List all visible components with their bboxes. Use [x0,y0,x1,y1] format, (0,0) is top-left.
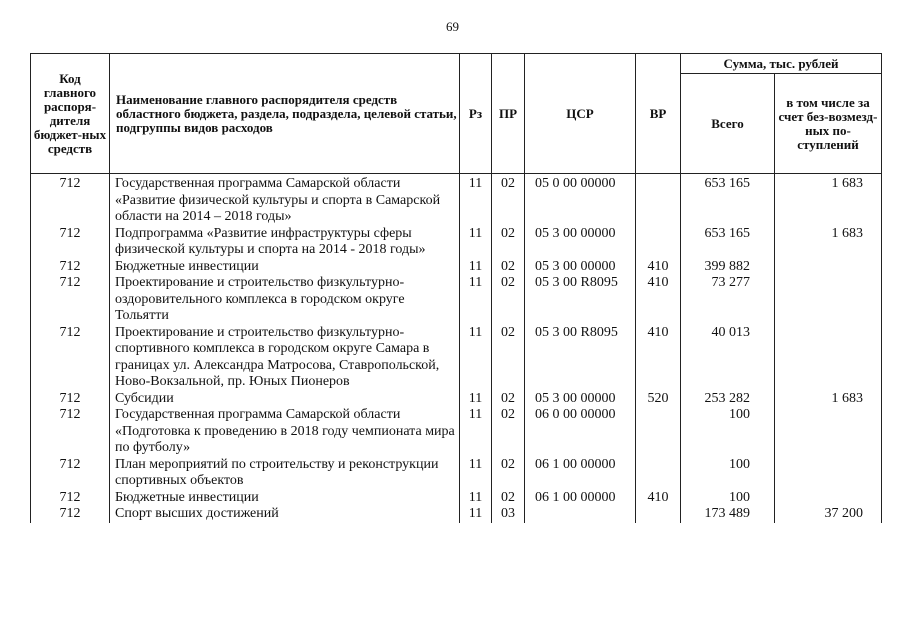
cell-gratis [775,325,882,391]
table-row [31,407,882,457]
cell-rz: 11 [460,259,492,276]
cell-rz: 11 [460,174,492,226]
cell-code: 712 [31,275,110,325]
cell-vr [636,457,681,490]
cell-code: 712 [31,457,110,490]
cell-vr [636,174,681,226]
cell-gratis [775,275,882,325]
cell-total: 399 882 [681,259,775,276]
cell-csr: 05 3 00 00000 [525,259,636,276]
cell-vr: 410 [636,259,681,276]
cell-code: 712 [31,407,110,457]
header-csr: ЦСР [525,54,636,174]
cell-code: 712 [31,174,110,226]
cell-csr: 05 3 00 R8095 [525,325,636,391]
cell-pr: 02 [492,226,525,259]
cell-code: 712 [31,506,110,523]
cell-rz: 11 [460,325,492,391]
cell-total: 100 [681,457,775,490]
cell-name: Бюджетные инвестиции [110,259,460,276]
cell-gratis [775,259,882,276]
cell-rz: 11 [460,226,492,259]
header-total: Всего [681,74,775,174]
cell-total: 653 165 [681,174,775,226]
cell-total: 100 [681,407,775,457]
cell-gratis: 1 683 [775,226,882,259]
cell-code: 712 [31,391,110,408]
header-name: Наименование главного распорядителя средств областного бюджета, раздела, подраздела, целевой статьи, подгруппы видов расходов [110,54,460,174]
cell-total: 173 489 [681,506,775,523]
cell-pr: 02 [492,391,525,408]
cell-code: 712 [31,259,110,276]
cell-rz: 11 [460,275,492,325]
cell-pr: 02 [492,407,525,457]
cell-total: 653 165 [681,226,775,259]
cell-gratis: 1 683 [775,391,882,408]
cell-total: 40 013 [681,325,775,391]
cell-total: 100 [681,490,775,507]
cell-name: Проектирование и строительство физкультурно-спортивного комплекса в городском округе Самара в границах ул. Александра Матросова, Ставропольской, Ново-Вокзальной, пр. Юных Пионеров [110,325,460,391]
cell-csr: 05 3 00 00000 [525,391,636,408]
cell-vr: 520 [636,391,681,408]
cell-pr: 02 [492,259,525,276]
cell-total: 253 282 [681,391,775,408]
cell-csr: 05 3 00 R8095 [525,275,636,325]
cell-pr: 02 [492,490,525,507]
cell-name: Проектирование и строительство физкультурно-оздоровительного комплекса в городском округе Тольятти [110,275,460,325]
cell-name: Субсидии [110,391,460,408]
cell-vr [636,407,681,457]
cell-vr: 410 [636,325,681,391]
cell-gratis [775,407,882,457]
table-row [31,490,882,507]
cell-vr: 410 [636,275,681,325]
header-vr: ВР [636,54,681,174]
cell-rz: 11 [460,407,492,457]
cell-gratis [775,490,882,507]
cell-gratis: 37 200 [775,506,882,523]
cell-pr: 02 [492,174,525,226]
cell-name: Государственная программа Самарской области «Развитие физической культуры и спорта в Самарской области на 2014 – 2018 годы» [110,174,460,226]
cell-name: Бюджетные инвестиции [110,490,460,507]
cell-name: План мероприятий по строительству и реконструкции спортивных объектов [110,457,460,490]
cell-vr: 410 [636,490,681,507]
cell-csr [525,506,636,523]
table-row [31,226,882,259]
cell-rz: 11 [460,391,492,408]
cell-name: Спорт высших достижений [110,506,460,523]
cell-total: 73 277 [681,275,775,325]
table-row [31,174,882,226]
cell-code: 712 [31,226,110,259]
page-number: 69 [446,19,459,34]
table-row [31,457,882,490]
table-row [31,391,882,408]
cell-name: Государственная программа Самарской области «Подготовка к проведению в 2018 году чемпионата мира по футболу» [110,407,460,457]
budget-table [30,53,882,523]
cell-csr: 06 1 00 00000 [525,490,636,507]
header-rz: Рз [460,54,492,174]
cell-vr [636,226,681,259]
cell-csr: 06 1 00 00000 [525,457,636,490]
cell-name: Подпрограмма «Развитие инфраструктуры сферы физической культуры и спорта на 2014 - 2018 годы» [110,226,460,259]
table-header [31,54,882,174]
cell-pr: 02 [492,457,525,490]
table-row [31,275,882,325]
cell-rz: 11 [460,457,492,490]
cell-gratis [775,457,882,490]
header-sum: Сумма, тыс. рублей [681,54,882,74]
cell-code: 712 [31,490,110,507]
table-row [31,325,882,391]
cell-gratis: 1 683 [775,174,882,226]
cell-pr: 02 [492,325,525,391]
cell-rz: 11 [460,506,492,523]
table-row [31,259,882,276]
table-row [31,506,882,523]
header-code: Код главного распоря-дителя бюджет-ных средств [31,54,110,174]
cell-code: 712 [31,325,110,391]
cell-vr [636,506,681,523]
header-pr: ПР [492,54,525,174]
cell-csr: 06 0 00 00000 [525,407,636,457]
cell-csr: 05 0 00 00000 [525,174,636,226]
cell-csr: 05 3 00 00000 [525,226,636,259]
header-gratis: в том числе за счет без-возмезд-ных по-ступлений [775,74,882,174]
cell-pr: 02 [492,275,525,325]
cell-rz: 11 [460,490,492,507]
cell-pr: 03 [492,506,525,523]
